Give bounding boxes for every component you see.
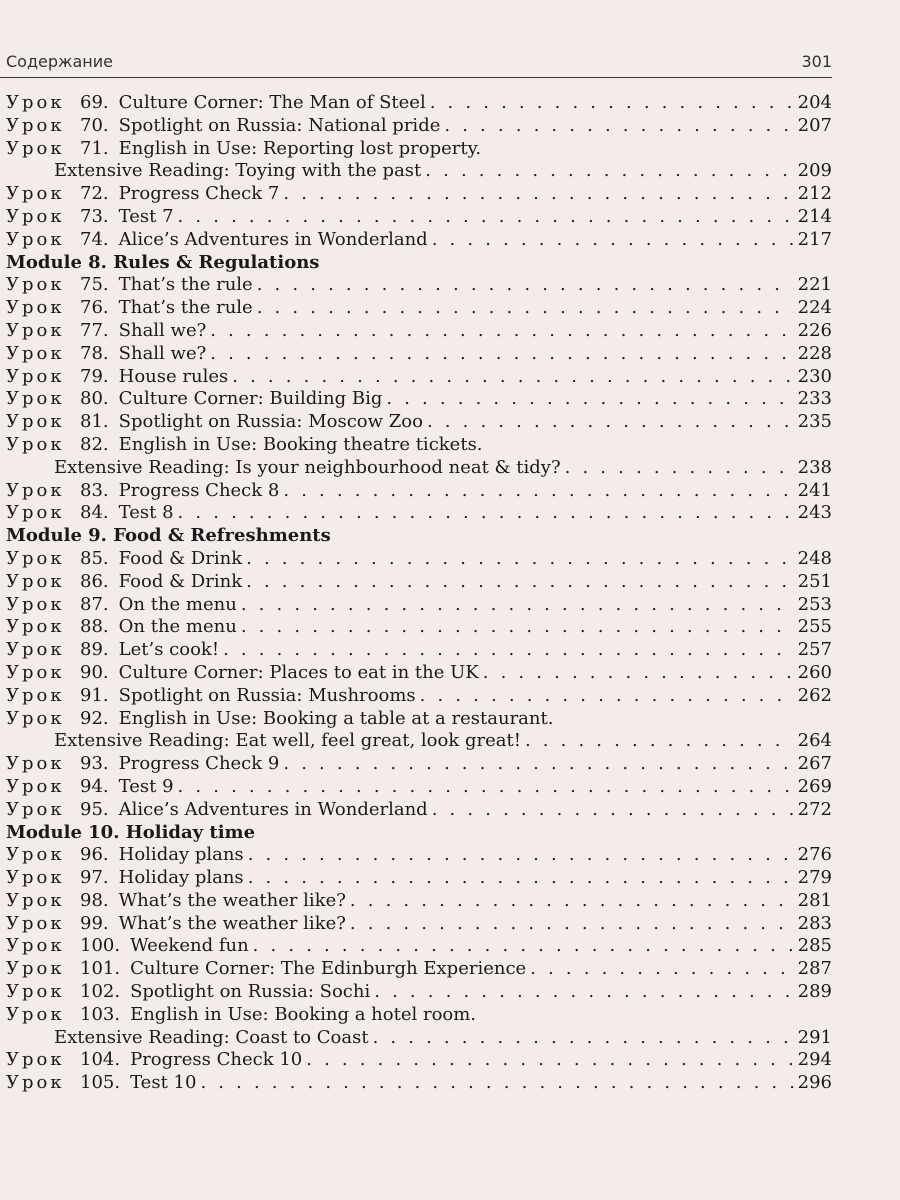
lesson-number: 104. bbox=[80, 1049, 121, 1071]
toc-entry bbox=[6, 480, 832, 503]
entry-page-number: 260 bbox=[797, 661, 832, 683]
entry-title: Alice’s Adventures in Wonderland bbox=[118, 228, 428, 250]
entry-title: That’s the rule bbox=[118, 274, 253, 296]
lesson-number: 70. bbox=[80, 114, 109, 136]
lesson-label: Урок bbox=[6, 183, 65, 205]
dot-leader bbox=[223, 639, 794, 662]
toc-entry bbox=[6, 958, 832, 981]
toc-entry bbox=[6, 844, 832, 867]
lesson-label: Урок bbox=[6, 502, 65, 524]
entry-title: English in Use: Reporting lost property. bbox=[118, 137, 482, 159]
entry-page-number: 235 bbox=[797, 411, 832, 433]
dot-leader bbox=[246, 571, 794, 594]
dot-leader bbox=[178, 776, 794, 799]
entry-page-number: 204 bbox=[797, 92, 832, 113]
lesson-number: 76. bbox=[80, 297, 109, 319]
entry-page-number: 291 bbox=[797, 1026, 832, 1048]
entry-title: Let’s cook! bbox=[118, 639, 220, 661]
entry-title: Test 7 bbox=[118, 205, 174, 227]
dot-leader bbox=[374, 981, 793, 1004]
entry-title: Alice’s Adventures in Wonderland bbox=[118, 798, 428, 820]
entry-title: English in Use: Booking a hotel room. bbox=[130, 1003, 477, 1025]
dot-leader bbox=[232, 366, 793, 389]
entry-title: Test 9 bbox=[118, 775, 174, 797]
toc-entry bbox=[6, 1004, 832, 1027]
toc-entry bbox=[6, 229, 832, 252]
entry-page-number: 294 bbox=[797, 1049, 832, 1071]
lesson-number: 98. bbox=[80, 889, 109, 911]
entry-page-number: 241 bbox=[797, 479, 832, 501]
entry-title: House rules bbox=[118, 365, 229, 387]
lesson-label: Урок bbox=[6, 958, 65, 980]
lesson-number: 102. bbox=[80, 981, 121, 1003]
lesson-number: 89. bbox=[80, 639, 109, 661]
lesson-number: 72. bbox=[80, 183, 109, 205]
toc-entry bbox=[6, 388, 832, 411]
entry-title: Holiday plans bbox=[118, 844, 244, 866]
entry-title: What’s the weather like? bbox=[118, 889, 346, 911]
entry-title: Spotlight on Russia: Moscow Zoo bbox=[118, 411, 423, 433]
toc-entry bbox=[6, 1072, 832, 1095]
dot-leader bbox=[253, 935, 794, 958]
entry-title: Extensive Reading: Coast to Coast bbox=[54, 1026, 369, 1048]
lesson-label: Урок bbox=[6, 616, 65, 638]
entry-page-number: 272 bbox=[797, 798, 832, 820]
module-heading bbox=[6, 822, 832, 845]
section-title: Содержание bbox=[6, 52, 113, 71]
toc-entry bbox=[6, 708, 832, 731]
lesson-label: Урок bbox=[6, 114, 65, 136]
dot-leader bbox=[178, 502, 794, 525]
dot-leader bbox=[248, 844, 794, 867]
entry-title: Progress Check 8 bbox=[118, 479, 280, 501]
lesson-label: Урок bbox=[6, 274, 65, 296]
toc-entry bbox=[6, 297, 832, 320]
toc-entry bbox=[6, 685, 832, 708]
entry-title: Spotlight on Russia: Mushrooms bbox=[118, 684, 416, 706]
entry-page-number: 281 bbox=[797, 889, 832, 911]
toc-entry bbox=[6, 434, 832, 457]
entry-page-number: 248 bbox=[797, 547, 832, 569]
lesson-number: 86. bbox=[80, 570, 109, 592]
entry-title: Spotlight on Russia: Sochi bbox=[130, 981, 371, 1003]
entry-title: On the menu bbox=[118, 616, 237, 638]
entry-title: English in Use: Booking a table at a restaurant. bbox=[118, 707, 554, 729]
entry-page-number: 207 bbox=[797, 114, 832, 136]
entry-page-number: 289 bbox=[797, 981, 832, 1003]
lesson-label: Урок bbox=[6, 867, 65, 889]
entry-page-number: 279 bbox=[797, 867, 832, 889]
dot-leader bbox=[425, 160, 793, 183]
entry-page-number: 285 bbox=[797, 935, 832, 957]
entry-page-number: 253 bbox=[797, 593, 832, 615]
dot-leader bbox=[432, 229, 794, 252]
lesson-number: 69. bbox=[80, 92, 109, 113]
entry-page-number: 238 bbox=[797, 456, 832, 478]
entry-page-number: 243 bbox=[797, 502, 832, 524]
dot-leader bbox=[210, 320, 793, 343]
module-heading bbox=[6, 252, 832, 275]
dot-leader bbox=[257, 297, 794, 320]
lesson-number: 78. bbox=[80, 342, 109, 364]
lesson-label: Урок bbox=[6, 684, 65, 706]
entry-page-number: 287 bbox=[797, 958, 832, 980]
toc-entry bbox=[6, 616, 832, 639]
dot-leader bbox=[530, 958, 793, 981]
lesson-label: Урок bbox=[6, 1072, 65, 1094]
lesson-label: Урок bbox=[6, 365, 65, 387]
dot-leader bbox=[283, 183, 793, 206]
entry-title: What’s the weather like? bbox=[118, 912, 346, 934]
toc-entry bbox=[6, 206, 832, 229]
entry-title: Shall we? bbox=[118, 319, 207, 341]
entry-page-number: 251 bbox=[797, 570, 832, 592]
entry-page-number: 255 bbox=[797, 616, 832, 638]
lesson-label: Урок bbox=[6, 753, 65, 775]
entry-title: Weekend fun bbox=[130, 935, 249, 957]
dot-leader bbox=[241, 616, 794, 639]
lesson-number: 97. bbox=[80, 867, 109, 889]
toc-entry-continuation bbox=[6, 1027, 832, 1050]
entry-page-number: 233 bbox=[797, 388, 832, 410]
lesson-label: Урок bbox=[6, 935, 65, 957]
entry-title: Food & Drink bbox=[118, 547, 243, 569]
dot-leader bbox=[525, 730, 794, 753]
dot-leader bbox=[200, 1072, 793, 1095]
toc-entry-continuation bbox=[6, 457, 832, 480]
entry-title: That’s the rule bbox=[118, 297, 253, 319]
dot-leader bbox=[373, 1027, 794, 1050]
toc-entry bbox=[6, 274, 832, 297]
toc-entry bbox=[6, 753, 832, 776]
toc-entry bbox=[6, 320, 832, 343]
lesson-number: 91. bbox=[80, 684, 109, 706]
toc-entry bbox=[6, 183, 832, 206]
lesson-label: Урок bbox=[6, 1049, 65, 1071]
lesson-number: 81. bbox=[80, 411, 109, 433]
lesson-label: Урок bbox=[6, 547, 65, 569]
lesson-label: Урок bbox=[6, 342, 65, 364]
dot-leader bbox=[430, 92, 794, 115]
toc-entry bbox=[6, 1049, 832, 1072]
lesson-number: 99. bbox=[80, 912, 109, 934]
lesson-label: Урок bbox=[6, 661, 65, 683]
entry-page-number: 224 bbox=[797, 297, 832, 319]
lesson-number: 95. bbox=[80, 798, 109, 820]
entry-title: Food & Drink bbox=[118, 570, 243, 592]
page-number: 301 bbox=[801, 52, 832, 71]
entry-title: Shall we? bbox=[118, 342, 207, 364]
toc-entry bbox=[6, 639, 832, 662]
dot-leader bbox=[178, 206, 794, 229]
lesson-label: Урок bbox=[6, 798, 65, 820]
lesson-number: 85. bbox=[80, 547, 109, 569]
dot-leader bbox=[283, 753, 793, 776]
module-title: Module 9. Food & Refreshments bbox=[6, 525, 331, 547]
entry-page-number: 267 bbox=[797, 753, 832, 775]
dot-leader bbox=[283, 480, 793, 503]
entry-page-number: 228 bbox=[797, 342, 832, 364]
entry-title: Progress Check 7 bbox=[118, 183, 280, 205]
dot-leader bbox=[386, 388, 793, 411]
toc-entry bbox=[6, 115, 832, 138]
entry-page-number: 262 bbox=[797, 684, 832, 706]
module-title: Module 10. Holiday time bbox=[6, 821, 256, 843]
toc-entry bbox=[6, 662, 832, 685]
lesson-label: Урок bbox=[6, 411, 65, 433]
entry-page-number: 214 bbox=[797, 205, 832, 227]
toc-entry bbox=[6, 890, 832, 913]
entry-title: Extensive Reading: Toying with the past bbox=[54, 160, 422, 182]
dot-leader bbox=[248, 867, 794, 890]
lesson-number: 73. bbox=[80, 205, 109, 227]
entry-page-number: 230 bbox=[797, 365, 832, 387]
dot-leader bbox=[483, 662, 794, 685]
dot-leader bbox=[427, 411, 794, 434]
table-of-contents bbox=[6, 92, 832, 1095]
lesson-number: 83. bbox=[80, 479, 109, 501]
lesson-number: 88. bbox=[80, 616, 109, 638]
entry-page-number: 221 bbox=[797, 274, 832, 296]
dot-leader bbox=[565, 457, 794, 480]
entry-title: Test 8 bbox=[118, 502, 174, 524]
lesson-number: 75. bbox=[80, 274, 109, 296]
toc-entry bbox=[6, 867, 832, 890]
dot-leader bbox=[432, 799, 794, 822]
entry-title: Culture Corner: Places to eat in the UK bbox=[118, 661, 479, 683]
toc-entry bbox=[6, 594, 832, 617]
module-heading bbox=[6, 525, 832, 548]
lesson-number: 87. bbox=[80, 593, 109, 615]
lesson-number: 94. bbox=[80, 775, 109, 797]
toc-entry bbox=[6, 913, 832, 936]
entry-page-number: 226 bbox=[797, 319, 832, 341]
lesson-label: Урок bbox=[6, 889, 65, 911]
lesson-label: Урок bbox=[6, 92, 65, 113]
lesson-label: Урок bbox=[6, 433, 65, 455]
running-head bbox=[6, 47, 832, 71]
entry-title: Culture Corner: The Edinburgh Experience bbox=[130, 958, 527, 980]
entry-page-number: 257 bbox=[797, 639, 832, 661]
toc-entry bbox=[6, 799, 832, 822]
entry-title: Test 10 bbox=[130, 1072, 197, 1094]
entry-title: Culture Corner: Building Big bbox=[118, 388, 383, 410]
toc-entry bbox=[6, 548, 832, 571]
lesson-number: 74. bbox=[80, 228, 109, 250]
lesson-label: Урок bbox=[6, 844, 65, 866]
toc-entry-continuation bbox=[6, 160, 832, 183]
entry-title: On the menu bbox=[118, 593, 237, 615]
entry-title: Holiday plans bbox=[118, 867, 244, 889]
lesson-number: 93. bbox=[80, 753, 109, 775]
toc-entry bbox=[6, 935, 832, 958]
lesson-label: Урок bbox=[6, 1003, 65, 1025]
entry-title: English in Use: Booking theatre tickets. bbox=[118, 433, 483, 455]
lesson-label: Урок bbox=[6, 137, 65, 159]
dot-leader bbox=[257, 274, 794, 297]
lesson-number: 105. bbox=[80, 1072, 121, 1094]
dot-leader bbox=[350, 913, 794, 936]
lesson-label: Урок bbox=[6, 593, 65, 615]
lesson-number: 90. bbox=[80, 661, 109, 683]
lesson-label: Урок bbox=[6, 775, 65, 797]
lesson-number: 92. bbox=[80, 707, 109, 729]
toc-entry bbox=[6, 343, 832, 366]
entry-page-number: 276 bbox=[797, 844, 832, 866]
dot-leader bbox=[246, 548, 794, 571]
toc-entry bbox=[6, 776, 832, 799]
lesson-number: 82. bbox=[80, 433, 109, 455]
lesson-label: Урок bbox=[6, 570, 65, 592]
dot-leader bbox=[210, 343, 793, 366]
entry-page-number: 264 bbox=[797, 730, 832, 752]
lesson-label: Урок bbox=[6, 297, 65, 319]
lesson-number: 71. bbox=[80, 137, 109, 159]
lesson-number: 103. bbox=[80, 1003, 121, 1025]
entry-page-number: 283 bbox=[797, 912, 832, 934]
dot-leader bbox=[306, 1049, 793, 1072]
dot-leader bbox=[241, 594, 794, 617]
lesson-label: Урок bbox=[6, 388, 65, 410]
lesson-number: 100. bbox=[80, 935, 121, 957]
entry-title: Progress Check 10 bbox=[130, 1049, 303, 1071]
lesson-number: 84. bbox=[80, 502, 109, 524]
entry-title: Extensive Reading: Eat well, feel great, look great! bbox=[54, 730, 521, 752]
lesson-label: Урок bbox=[6, 479, 65, 501]
lesson-number: 96. bbox=[80, 844, 109, 866]
lesson-label: Урок bbox=[6, 912, 65, 934]
entry-page-number: 212 bbox=[797, 183, 832, 205]
lesson-label: Урок bbox=[6, 319, 65, 341]
lesson-label: Урок bbox=[6, 639, 65, 661]
toc-entry bbox=[6, 571, 832, 594]
header-rule bbox=[0, 77, 832, 78]
entry-title: Spotlight on Russia: National pride bbox=[118, 114, 441, 136]
module-title: Module 8. Rules & Regulations bbox=[6, 251, 320, 273]
entry-page-number: 296 bbox=[797, 1072, 832, 1094]
lesson-label: Урок bbox=[6, 981, 65, 1003]
lesson-number: 77. bbox=[80, 319, 109, 341]
entry-page-number: 217 bbox=[797, 228, 832, 250]
entry-title: Extensive Reading: Is your neighbourhood neat & tidy? bbox=[54, 456, 561, 478]
toc-entry-continuation bbox=[6, 730, 832, 753]
dot-leader bbox=[350, 890, 794, 913]
toc-entry bbox=[6, 92, 832, 115]
lesson-label: Урок bbox=[6, 205, 65, 227]
lesson-number: 80. bbox=[80, 388, 109, 410]
toc-entry bbox=[6, 981, 832, 1004]
dot-leader bbox=[420, 685, 794, 708]
lesson-number: 79. bbox=[80, 365, 109, 387]
toc-entry bbox=[6, 502, 832, 525]
toc-entry bbox=[6, 366, 832, 389]
lesson-label: Урок bbox=[6, 707, 65, 729]
entry-title: Culture Corner: The Man of Steel bbox=[118, 92, 426, 113]
dot-leader bbox=[444, 115, 793, 138]
toc-entry bbox=[6, 138, 832, 161]
toc-entry bbox=[6, 411, 832, 434]
lesson-label: Урок bbox=[6, 228, 65, 250]
entry-title: Progress Check 9 bbox=[118, 753, 280, 775]
entry-page-number: 209 bbox=[797, 160, 832, 182]
lesson-number: 101. bbox=[80, 958, 121, 980]
entry-page-number: 269 bbox=[797, 775, 832, 797]
